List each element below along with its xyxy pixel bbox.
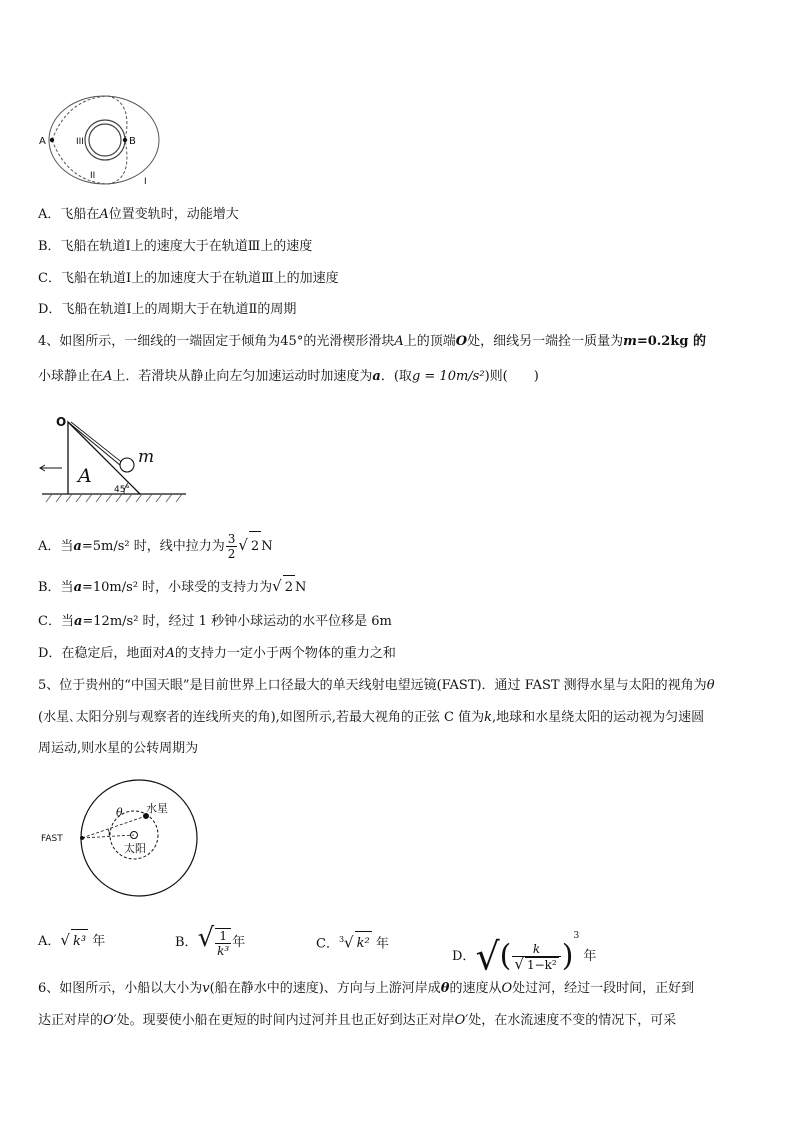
q6-stem-line2: 达正对岸的O′处。现要使小船在更短的时间内过河并且也正好到达正对岸O′处，在水流速度不变的情况下，可采 (38, 1013, 677, 1028)
q5-option-b: B．√ $\frac{1}{\text{k³}}$ 年 (175, 923, 246, 958)
orbit-label-1: I (144, 177, 147, 187)
orbit-label-2: II (90, 171, 96, 181)
q5-option-c: C．$^3$√ k² 年 (316, 928, 389, 956)
mercury-label: 水星 (146, 802, 168, 815)
sun-label: 太阳 (124, 842, 146, 855)
wedge-label-a: A (78, 465, 92, 487)
wedge-diagram (38, 410, 188, 508)
wedge-label-m: m (138, 447, 155, 467)
wedge-label-angle: 45° (114, 485, 130, 495)
q3-option-a: A．飞船在A位置变轨时，动能增大 (38, 207, 239, 222)
q4-stem-line2: 小球静止在A上．若滑块从静止向左匀加速运动时加速度为a．(取g = 10m/s²)则( ) (38, 369, 539, 384)
orbit-diagram (38, 92, 163, 192)
q4-stem-line1: 4、如图所示，一细线的一端固定于倾角为45°的光滑楔形滑块A上的顶端O处，细线另一端拴一质量为m=0.2kg 的 (38, 334, 706, 349)
q3-option-d: D．飞船在轨道Ⅰ上的周期大于在轨道Ⅱ的周期 (38, 302, 297, 317)
theta-label: θ (116, 806, 123, 819)
q4-option-b: B．当a=10m/s² 时，小球受的支持力为√ 2 N (38, 574, 306, 600)
q4-option-d: D．在稳定后，地面对A的支持力一定小于两个物体的重力之和 (38, 646, 396, 661)
wedge-label-o: O (56, 415, 67, 429)
q5-option-d: D．√( $\frac{k}{\text{√ 1−k²}}$ )$^3$ 年 (452, 931, 597, 979)
q5-stem-line2: (水星､太阳分别与观察者的连线所夹的角),如图所示,若最大视角的正弦 C 值为k,地球和水星绕太阳的运动视为匀速圆 (38, 710, 705, 725)
orbit-label-b: B (129, 136, 136, 147)
q5-option-a: A．√ k³ 年 (38, 928, 105, 954)
q4-option-a: A．当a=5m/s² 时，线中拉力为 $\frac{3}{2}$ √ 2 N (38, 532, 273, 561)
q6-stem-line1: 6、如图所示，小船以大小为v(船在静水中的速度)、方向与上游河岸成θ的速度从O处过河，经过一段时间，正好到 (38, 981, 695, 996)
orbit-label-a: A (39, 136, 46, 147)
fast-label: FAST (41, 834, 63, 844)
q5-stem-line3: 周运动,则水星的公转周期为 (38, 741, 199, 756)
q3-option-b: B．飞船在轨道Ⅰ上的速度大于在轨道Ⅲ上的速度 (38, 239, 313, 254)
fast-diagram (38, 778, 208, 898)
q4-option-c: C．当a=12m/s² 时，经过 1 秒钟小球运动的水平位移是 6m (38, 614, 392, 629)
orbit-label-3: III (76, 137, 84, 147)
q3-option-c: C．飞船在轨道Ⅰ上的加速度大于在轨道Ⅲ上的加速度 (38, 271, 339, 286)
q5-stem-line1: 5、位于贵州的“中国天眼”是目前世界上口径最大的单天线射电望远镜(FAST)．通过 FAST 测得水星与太阳的视角为θ (38, 678, 715, 693)
